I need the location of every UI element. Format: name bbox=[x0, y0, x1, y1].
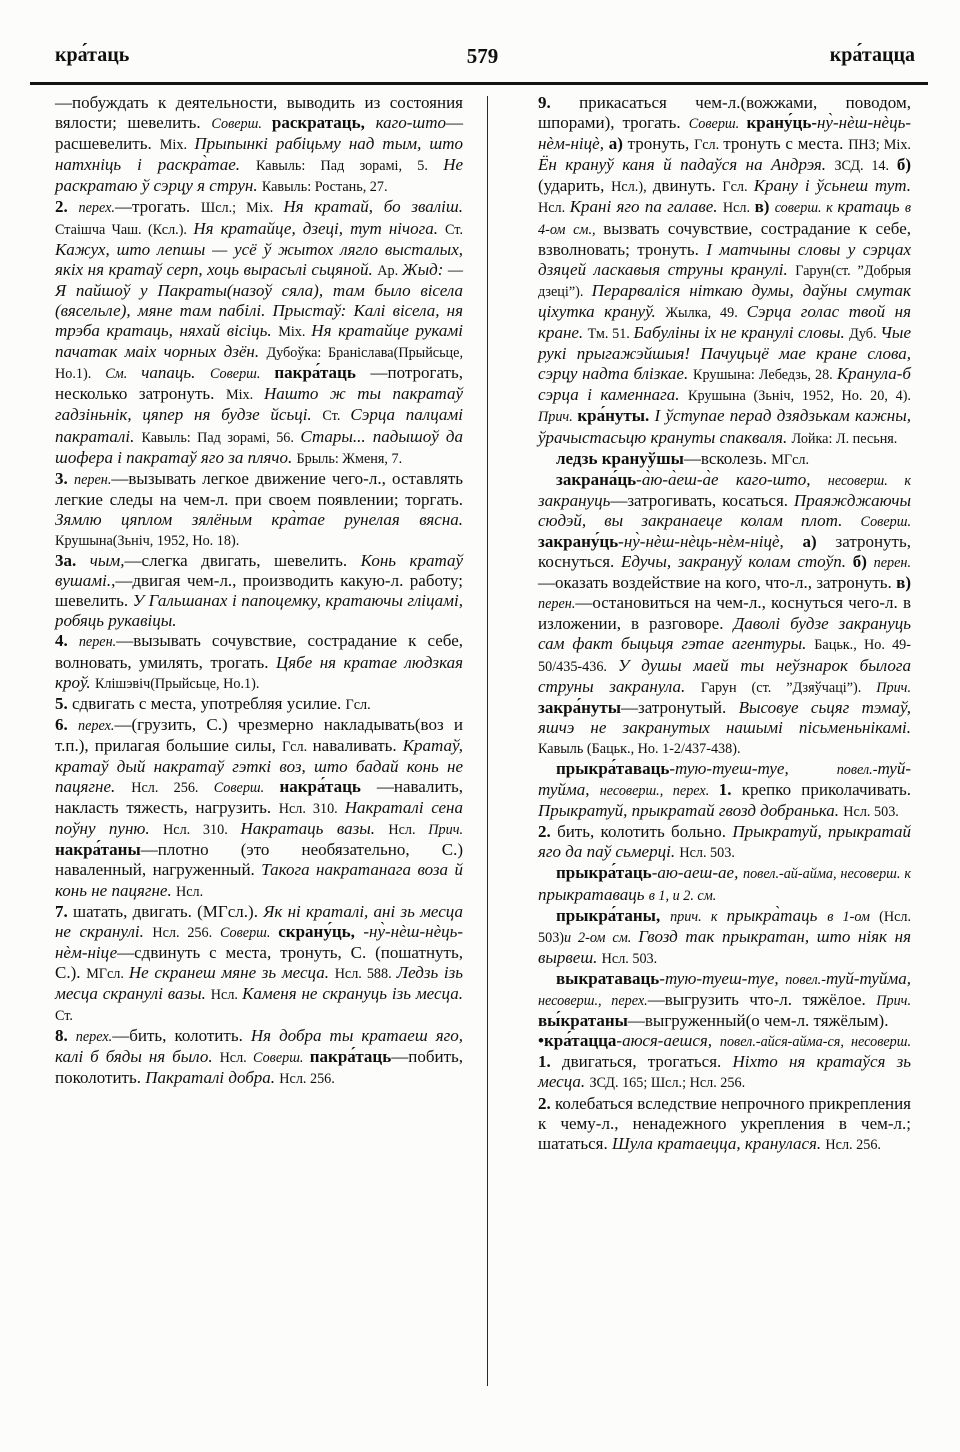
entry-paragraph: 6. перех.—(грузить, С.) чрезмерно накладывать(воз и т.п.), прилагая большие силы, Гсл. наваливать. Кратаў, кратаў дый накратаў гэткі воз, што бадай конь не пацягне. Нсл. 256. Соверш. накра́таць —навалить, накласть тяжесть, нагрузить. Нсл. 310. Накраталі сена поўну пуню. Нсл. 310. Накратаць вазы. Нсл. Прич. накра́таны—плотно (это необязательно, С.) наваленный, нагруженный. Такога накратанага воза й конь не пацягне. Нсл. bbox=[55, 714, 464, 900]
entry-paragraph: 2. бить, колотить больно. Прыкратуй, прыкратай яго да паў сьмерці. Нсл. 503. bbox=[538, 822, 911, 862]
entry-paragraph: 3а. чым,—слегка двигать, шевелить. Конь кратаў вушамі.,—двигая чем-л., производить какую-л. работу; шевелить. У Гальшанах і папоцемку, кратаючы гліцамі, робяць рукавіцы. bbox=[55, 551, 464, 631]
entry-paragraph: выкратаваць-тую-туеш-туе, повел.-туй-туйма, несоверш., перех.—выгрузить что-л. тяжёлое. Прич. вы́кратаны—выгруженный(о чем-л. тяжёлым). bbox=[538, 968, 911, 1031]
header-rule bbox=[30, 82, 928, 85]
entry-paragraph: прыкра́таваць-тую-туеш-туе, повел.-туй-туйма, несоверш., перех. 1. крепко приколачивать. Прыкратуй, прыкратай гвозд добранька. Нсл. 503. bbox=[538, 759, 911, 821]
entry-paragraph: •кра́тацца-аюся-аешся, повел.-айся-айма-ся, несоверш. 1. двигаться, трогаться. Ніхто ня кратаўся зь месца. ЗСД. 165; Шсл.; Нсл. 256. bbox=[538, 1031, 911, 1092]
entry-paragraph: прыкра́таны, прич. к прыкра̀таць в 1-ом (Нсл. 503)и 2-ом см. Гвозд так прыкратан, што ніяк ня вырвеш. Нсл. 503. bbox=[538, 905, 912, 967]
entry-paragraph: прыкра́таць-аю-аеш-ае, повел.-ай-айма, несоверш. к прыкратаваць в 1, и 2. см. bbox=[538, 863, 911, 904]
column-right bbox=[538, 93, 911, 1155]
entry-paragraph: 8. перех.—бить, колотить. Ня добра ты кратаеш яго, калі б бяды ня было. Нсл. Соверш. пакра́таць—побить, поколотить. Пакраталі добра. Нсл. 256. bbox=[55, 1026, 463, 1088]
entry-paragraph: 3. перен.—вызывать легкое движение чего-л., оставлять легкие следы на чем-л. при своем появлении; торгать. Зямлю цяплом зялёным кра̀тае рунелая вясна. Крушына(Зьніч, 1952, Но. 18). bbox=[55, 468, 463, 549]
entry-paragraph: ледзь крануўшы—всколезь. МГсл. bbox=[556, 448, 810, 468]
column-left bbox=[55, 93, 463, 1090]
entry-paragraph: 2. перех.—трогать. Шсл.; Міх. Ня кратай, бо зваліш. Стаішча Чаш. (Ксл.). Ня кратайце, дзеці, тут нічога. Ст. Кажух, што лепшы — усё ў жытох лягло высталых, якіх ня кратаў серп, хоць вырасьлі сьцяной. Ар. Жыд: — Я пайшоў у Пакраты(назоў сяла), там было вісела (вясельле), мяне там пабілі. Прыстаў: Калі вісела, ня трэба кратаць, няхай вісіць. Міх. Ня кратайце рукамі пачатак маіх чорных дзён. Дубоўка: Браніслава(Прыйсьце, Но.1). См. чапаць. Соверш. пакра́таць —потрогать, несколько затронуть. Міх. Нашто ж ты пакратаў гадзіньнік, цяпер ня будзе йсьці. Ст. Сэрца палцамі пакраталі. Кавыль: Пад зорамі, 56. Стары... падышоў да шофера і пакратаў яго за плячо. Брыль: Жменя, 7. bbox=[55, 197, 464, 467]
entry-paragraph: 5. сдвигать с места, употребляя усилие. Гсл. bbox=[55, 693, 371, 713]
header-word-right: кра́тацца bbox=[829, 44, 915, 66]
header-word-left: кра́таць bbox=[55, 44, 130, 66]
column-divider bbox=[487, 96, 488, 1386]
entry-paragraph: 2. колебаться вследствие непрочного прикрепления к чему-л., ненадежного укрепления в чем-л.; шататься. Шула кратаецца, кранулася. Нсл. 256. bbox=[538, 1093, 912, 1153]
entry-paragraph: —побуждать к деятельности, выводить из состояния вялости; шевелить. Соверш. раскратаць, каго-што—расшевелить. Міх. Прыпынкі рабіцьму над тым, што натхніць і раскра̀тае. Кавыль: Пад зорамі, 5. Не раскратаю ў сэрцу я струн. Кавыль: Ростань, 27. bbox=[55, 93, 464, 196]
entry-paragraph: закрана́ць-а̀ю-а̀еш-а̀е каго-што, несоверш. к закрануць—затрогивать, косаться. Праяжджаючы сюдэй, вы закранаеце колам плот. Соверш. закрану́ць-ну̀-нѐш-нѐць-нѐм-ніцѐ, а) затронуть, коснуться. Едучы, закрануў колам стоўп. б) перен. —оказать воздействие на кого, что-л., затронуть. в) перен.—остановиться на чем-л., коснуться чего-л. в изложении, в разговоре. Даволі будзе закрануць сам факт быцьця гэтае агентуры. Бацьк., Но. 49-50/435-436. У душы маей ты неўзнарок былога струны закранула. Гарун (ст. ”Дзяўчаці”). Прич. закра́нуты—затронутый. Высовуе сьцяг тэмаў, яшчэ не закранутых нашымі пісьменьнікамі. Кавыль (Бацьк., Но. 1-2/437-438). bbox=[538, 469, 912, 757]
entry-paragraph: 7. шатать, двигать. (МГсл.). Як ні краталі, ані зь месца не скранулі. Нсл. 256. Соверш. скрану́ць, -ну̀-нѐш-нѐць-нѐм-ніце—сдвинуть с места, тронуть, С. (пошатнуть, С.). МГсл. Не скранеш мяне зь месца. Нсл. 588. Ледзь ізь месца скранулі вазы. Нсл. Каменя не скрануць ізь месца. Ст. bbox=[55, 901, 464, 1025]
entry-paragraph: 4. перен.—вызывать сочувствие, сострадание к себе, волновать, умилять, трогать. Цябе ня кратае людзкая кроў. Клішэвіч(Прыйсьце, Но.1). bbox=[55, 631, 463, 692]
entry-paragraph: 9. прикасаться чем-л.(вожжами, поводом, шпорами), трогать. Соверш. крану́ць-ну̀-нѐш-нѐць-нѐм-ніцѐ, а) тронуть, Гсл. тронуть с места. ПНЗ; Міх. Ён крануў каня й падаўся на Андрэя. ЗСД. 14. б) (ударить, Нсл.), двинуть. Гсл. Крану і ўсьнеш тут. Нсл. Крані яго па галаве. Нсл. в) соверш. к кратаць в 4-ом см., вызвать сочувствие, сострадание к себе, взволновать; тронуть. І матчыны словы у сэрцах дзяцей ласкавыя струны кранулі. Гарун(ст. ”Добрыя дзеці”). Перарваліся ніткаю думы, даўны смутак ціхутка крануў. Жылка, 49. Сэрца голас твой ня кране. Тм. 51. Бабуліны іх не кранулі словы. Дуб. Чые рукі прыгажэйшыя! Пачуцьцё мае кране слова, сэрцу надта блізкае. Крушына: Лебедзь, 28. Кранула-б сэрца і каменнага. Крушына (Зьніч, 1952, Но. 20, 4). Прич. кра́нуты. І ўступае перад дзядзькам кажны, ўрачыстасьцю крануты спакваля. Лойка: Л. песьня. bbox=[538, 93, 912, 447]
page-number: 579 bbox=[466, 44, 499, 68]
running-head bbox=[55, 44, 915, 67]
